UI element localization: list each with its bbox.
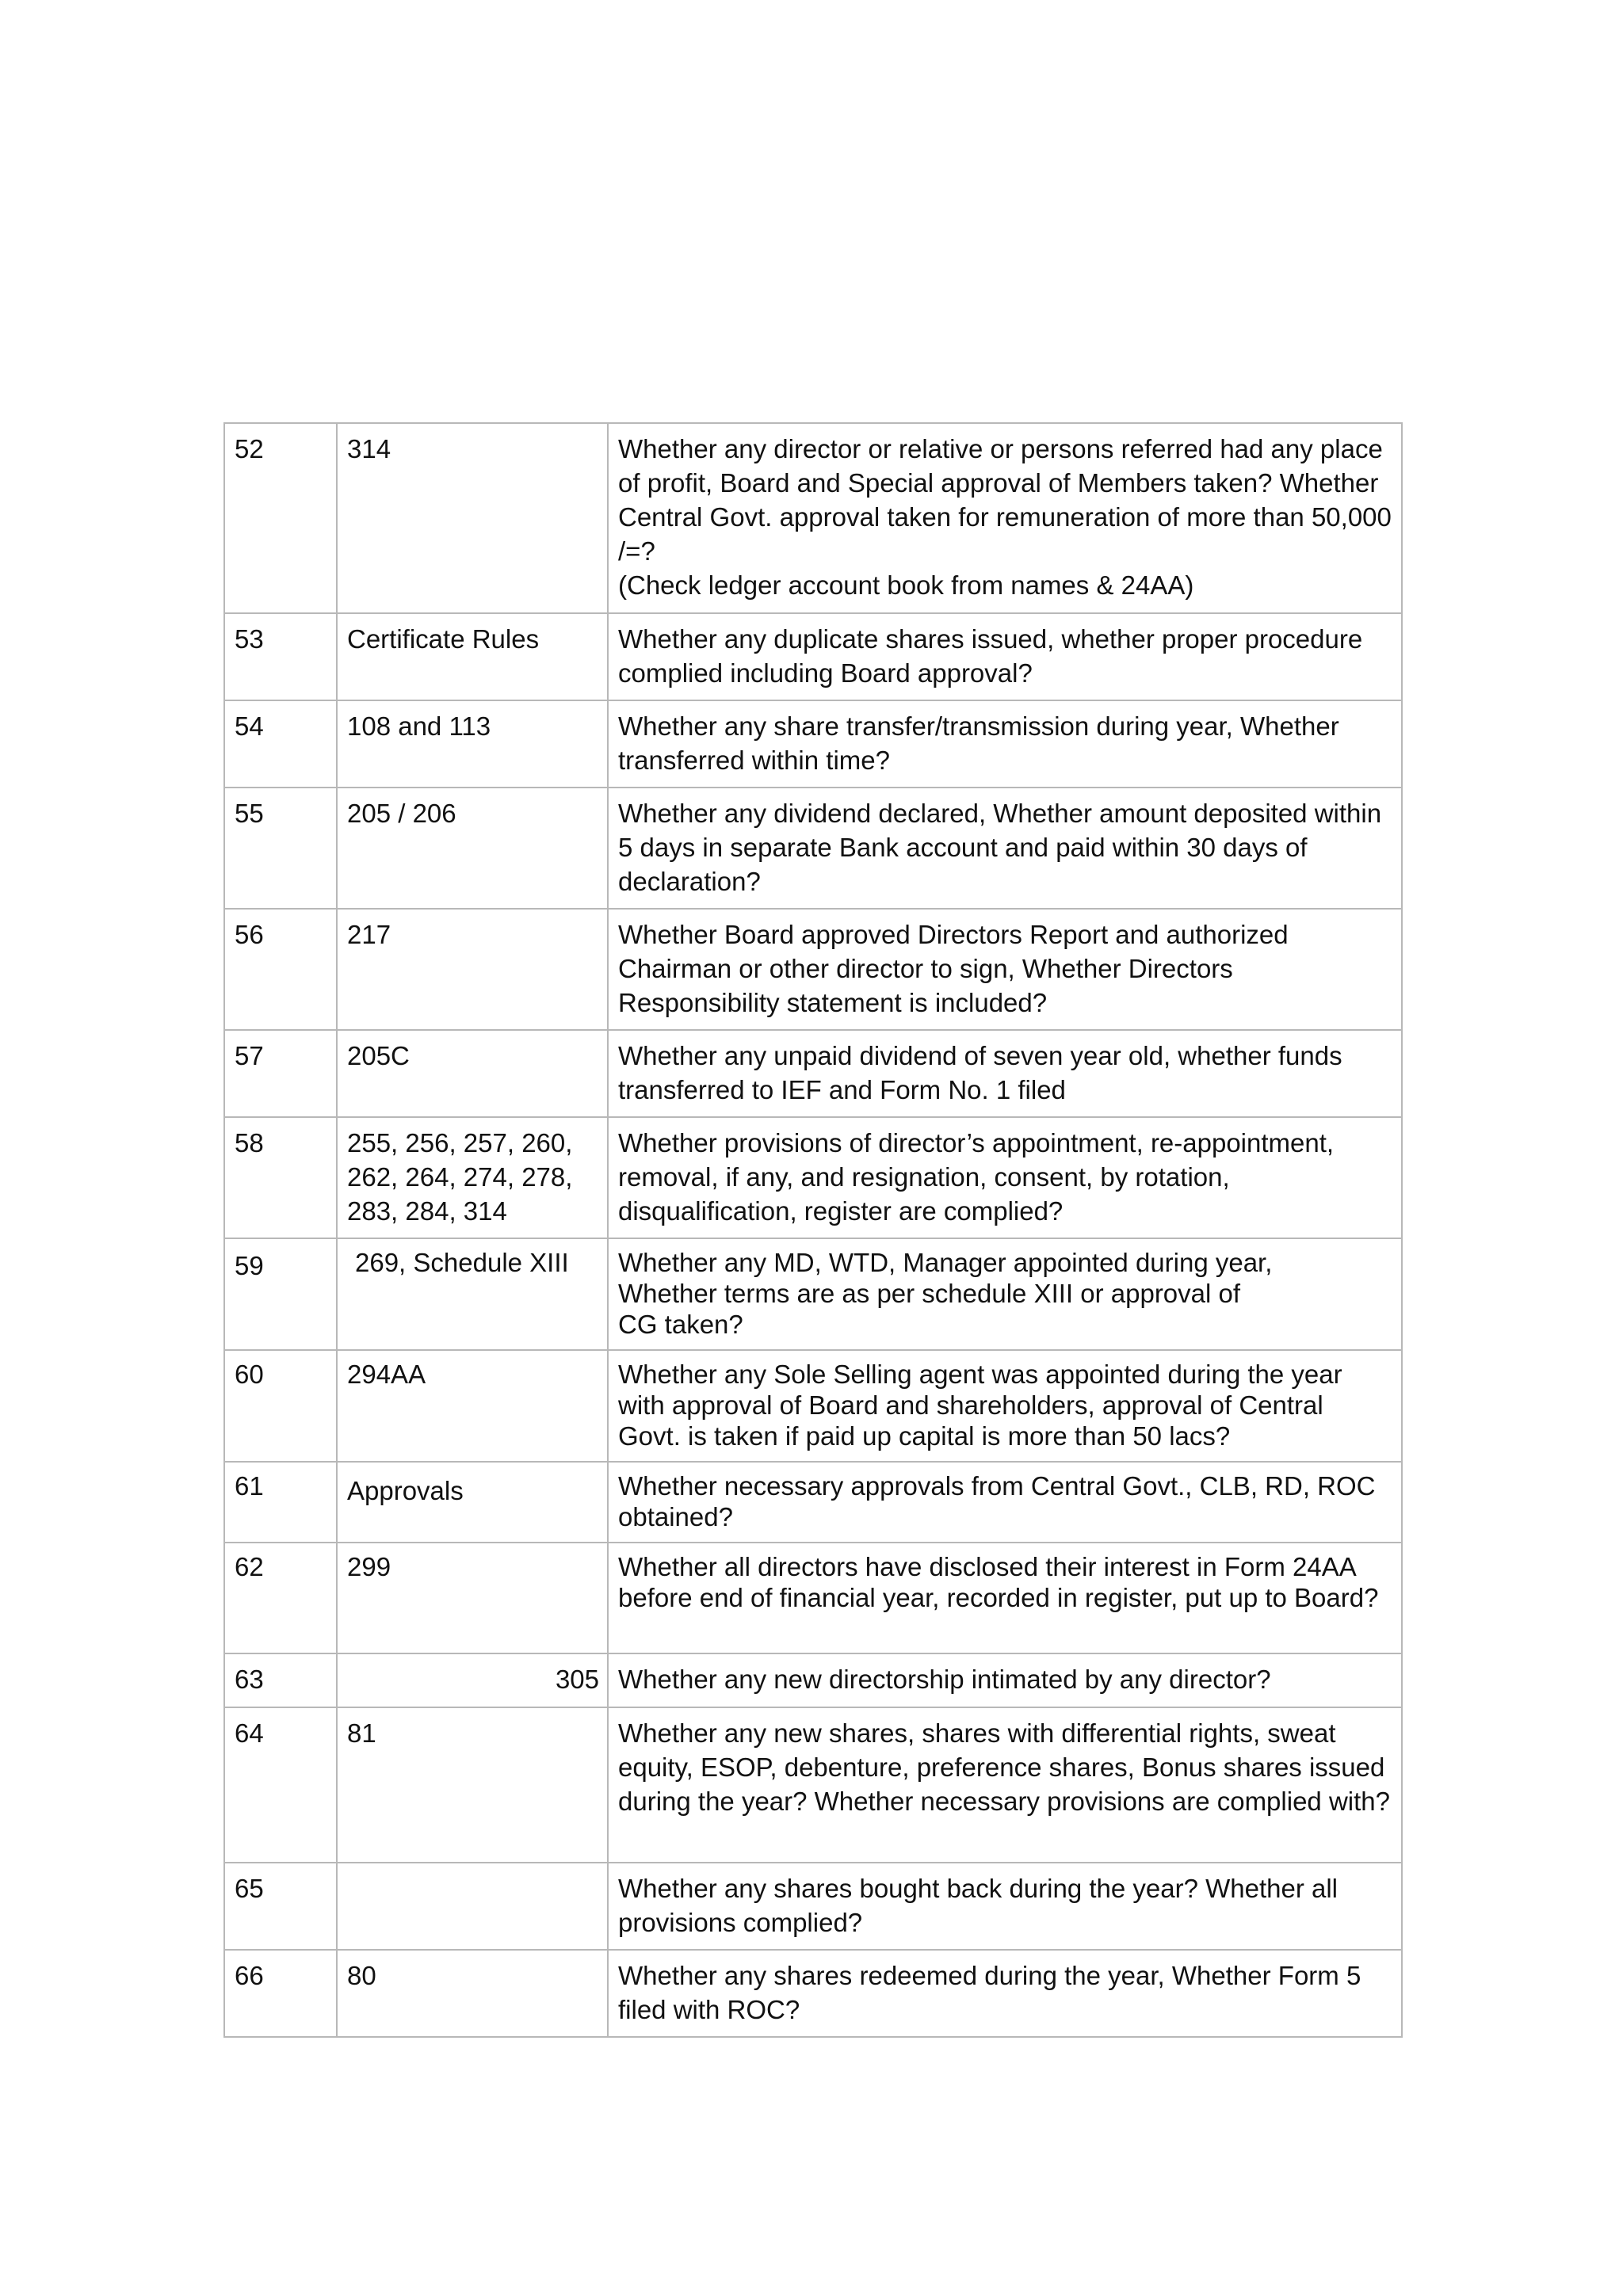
section-reference: Certificate Rules (337, 613, 608, 700)
section-reference: 269, Schedule XIII (337, 1238, 608, 1350)
section-reference: 205C (337, 1030, 608, 1117)
table-row (224, 1030, 1402, 1117)
section-reference: 217 (337, 909, 608, 1030)
section-reference: 81 (337, 1707, 608, 1863)
checklist-question: Whether any shares bought back during the year? Whether all provisions complied? (608, 1863, 1402, 1950)
row-number: 58 (224, 1117, 337, 1238)
compliance-checklist-table (223, 422, 1403, 2038)
table-row (224, 423, 1402, 613)
table-row (224, 1950, 1402, 2037)
row-number: 66 (224, 1950, 337, 2037)
checklist-question: Whether any duplicate shares issued, whether proper procedure complied including Board approval? (608, 613, 1402, 700)
section-reference: 305 (337, 1653, 608, 1707)
row-number: 52 (224, 423, 337, 613)
section-reference: 255, 256, 257, 260, 262, 264, 274, 278, 283, 284, 314 (337, 1117, 608, 1238)
row-number: 64 (224, 1707, 337, 1863)
section-reference: 314 (337, 423, 608, 613)
row-number: 55 (224, 788, 337, 909)
table-row (224, 1863, 1402, 1950)
row-number: 61 (224, 1462, 337, 1543)
row-number: 57 (224, 1030, 337, 1117)
checklist-question: Whether any MD, WTD, Manager appointed during year, Whether terms are as per schedule XIII or approval of CG taken? (608, 1238, 1402, 1350)
row-number: 54 (224, 700, 337, 788)
table-row (224, 1238, 1402, 1350)
row-number: 65 (224, 1863, 337, 1950)
section-reference: Approvals (337, 1462, 608, 1543)
checklist-question: Whether any Sole Selling agent was appointed during the year with approval of Board and shareholders, approval of Central Govt. is taken if paid up capital is more than 50 lacs? (608, 1350, 1402, 1462)
checklist-question: Whether all directors have disclosed their interest in Form 24AA before end of financial year, recorded in register, put up to Board? (608, 1543, 1402, 1653)
row-number: 56 (224, 909, 337, 1030)
checklist-question: Whether Board approved Directors Report and authorized Chairman or other director to sign, Whether Directors Responsibility statement is included? (608, 909, 1402, 1030)
checklist-question: Whether any new directorship intimated by any director? (608, 1653, 1402, 1707)
checklist-question: Whether any unpaid dividend of seven year old, whether funds transferred to IEF and Form No. 1 filed (608, 1030, 1402, 1117)
table-row (224, 1653, 1402, 1707)
table-row (224, 1543, 1402, 1653)
checklist-question: Whether any share transfer/transmission during year, Whether transferred within time? (608, 700, 1402, 788)
section-reference: 108 and 113 (337, 700, 608, 788)
section-reference: 299 (337, 1543, 608, 1653)
table-row (224, 1462, 1402, 1543)
checklist-question: Whether any director or relative or persons referred had any place of profit, Board and Special approval of Members taken? Whether Central Govt. approval taken for remuneration of more than 50,000 /=? (Check ledger account book from names & 24AA) (608, 423, 1402, 613)
row-number: 60 (224, 1350, 337, 1462)
row-number: 63 (224, 1653, 337, 1707)
checklist-question: Whether any shares redeemed during the year, Whether Form 5 filed with ROC? (608, 1950, 1402, 2037)
table-row (224, 788, 1402, 909)
table-row (224, 613, 1402, 700)
checklist-question: Whether any dividend declared, Whether amount deposited within 5 days in separate Bank account and paid within 30 days of declaration? (608, 788, 1402, 909)
section-reference: 205 / 206 (337, 788, 608, 909)
section-reference: 294AA (337, 1350, 608, 1462)
row-number: 59 (224, 1238, 337, 1350)
checklist-question: Whether any new shares, shares with differential rights, sweat equity, ESOP, debenture, preference shares, Bonus shares issued during the year? Whether necessary provisions are complied with? (608, 1707, 1402, 1863)
table-row (224, 1707, 1402, 1863)
checklist-question: Whether necessary approvals from Central Govt., CLB, RD, ROC obtained? (608, 1462, 1402, 1543)
table-row (224, 1350, 1402, 1462)
table-row (224, 1117, 1402, 1238)
section-reference: 80 (337, 1950, 608, 2037)
table-row (224, 909, 1402, 1030)
section-reference (337, 1863, 608, 1950)
table-row (224, 700, 1402, 788)
row-number: 53 (224, 613, 337, 700)
checklist-question: Whether provisions of director’s appointment, re-appointment, removal, if any, and resignation, consent, by rotation, disqualification, register are complied? (608, 1117, 1402, 1238)
row-number: 62 (224, 1543, 337, 1653)
